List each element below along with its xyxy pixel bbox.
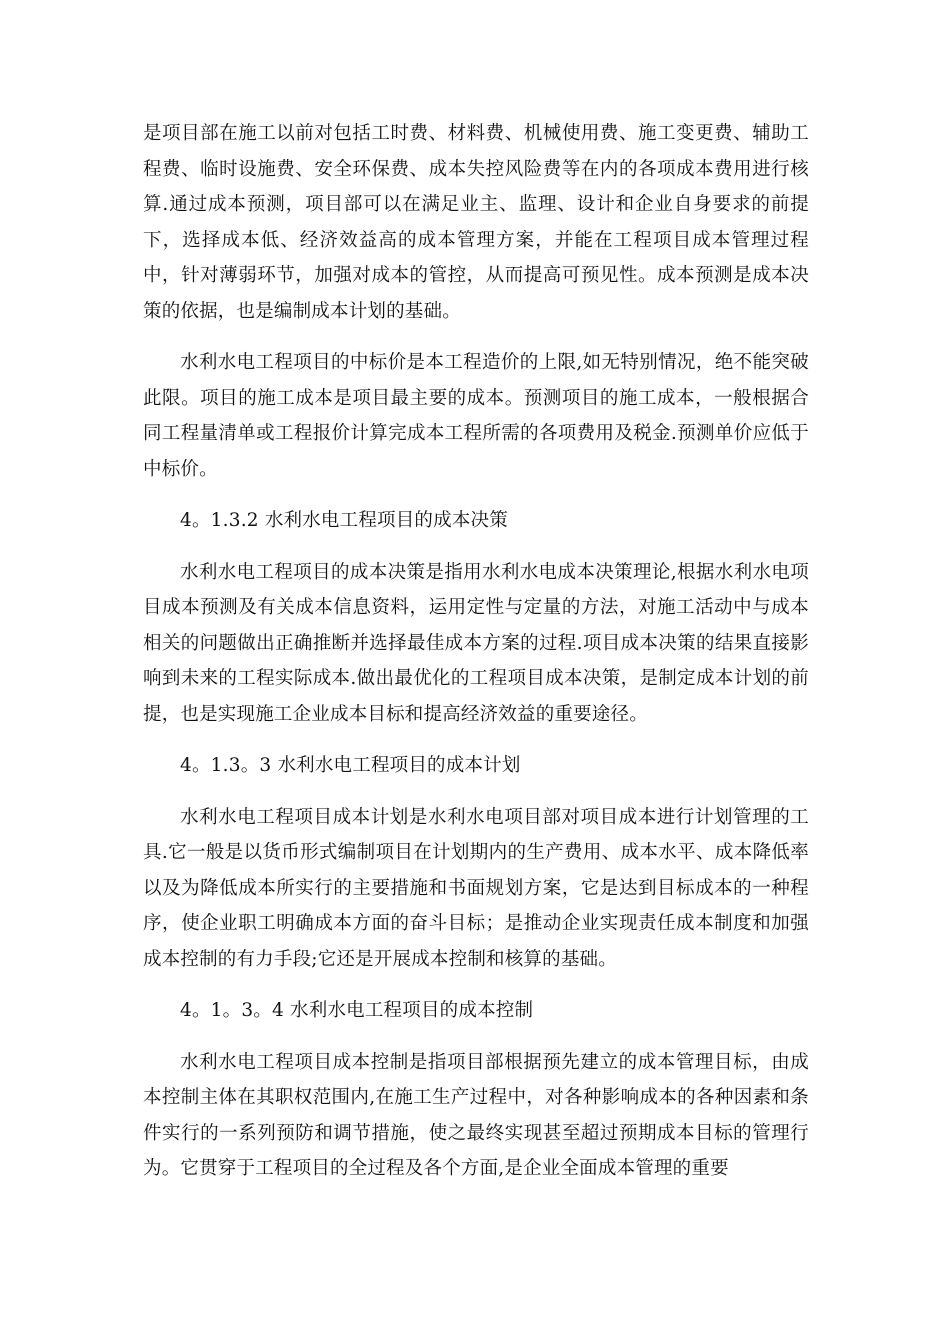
section-heading-cost-decision: 4。1.3.2 水利水电工程项目的成本决策 [180,510,508,531]
paragraph-bid-price: 水利水电工程项目的中标价是本工程造价的上限,如无特别情况，绝不能突破此限。项目的施工成本是项目最主要的成本。预测项目的施工成本，一般根据合同工程量清单或工程报价计算完成本工程所需的各项费用及税金.预测单价应低于中标价。 [143,352,809,480]
paragraph-cost-decision: 水利水电工程项目的成本决策是指用水利水电成本决策理论,根据水利水电项目成本预测及有关成本信息资料，运用定性与定量的方法，对施工活动中与成本相关的问题做出正确推断并选择最佳成本方案的过程.项目成本决策的结果直接影响到未来的工程实际成本.做出最优化的工程项目成本决策，是制定成本计划的前提，也是实现施工企业成本目标和提高经济效益的重要途径。 [143,561,809,725]
paragraph-cost-forecast-continued: 是项目部在施工以前对包括工时费、材料费、机械使用费、施工变更费、辅助工程费、临时设施费、安全环保费、成本失控风险费等在内的各项成本费用进行核算.通过成本预测，项目部可以在满足业主、监理、设计和企业自身要求的前提下，选择成本低、经济效益高的成本管理方案，并能在工程项目成本管理过程中，针对薄弱环节，加强对成本的管控，从而提高可预见性。成本预测是成本决策的依据，也是编制成本计划的基础。 [143,123,809,322]
paragraph-cost-control: 水利水电工程项目成本控制是指项目部根据预先建立的成本管理目标，由成本控制主体在其职权范围内,在施工生产过程中，对各种影响成本的各种因素和条件实行的一系列预防和调节措施，使之最终实现甚至超过预期成本目标的管理行为。它贯穿于工程项目的全过程及各个方面,是企业全面成本管理的重要 [143,1051,809,1179]
section-heading-cost-plan: 4。1.3。3 水利水电工程项目的成本计划 [180,755,521,776]
document-body [143,116,809,1203]
paragraph-cost-plan: 水利水电工程项目成本计划是水利水电项目部对项目成本进行计划管理的工具.它一般是以货币形式编制项目在计划期内的生产费用、成本水平、成本降低率以及为降低成本所实行的主要措施和书面规划方案，它是达到目标成本的一种程序，使企业职工明确成本方面的奋斗目标；是推动企业实现责任成本制度和加强成本控制的有力手段;它还是开展成本控制和核算的基础。 [143,806,809,970]
section-heading-cost-control: 4。1。3。4 水利水电工程项目的成本控制 [180,1000,534,1021]
